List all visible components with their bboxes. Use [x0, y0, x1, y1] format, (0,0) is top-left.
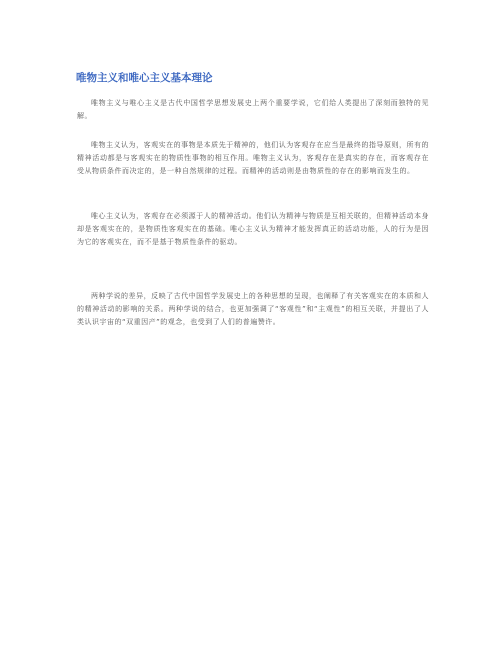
paragraph-idealism: 唯心主义认为，客观存在必须源于人的精神活动。他们认为精神与物质是互相关联的，但精神活动本身却是客观实在的，是物质性客观实在的基础。唯心主义认为精神才能发挥真正的活动功能，人的行为是因为它的客观实在，而不是基于物质性条件的驱动。: [77, 212, 429, 246]
document-title: 唯物主义和唯心主义基本理论: [76, 72, 213, 84]
paragraph-materialism: 唯物主义认为，客观实在的事物是本质先于精神的，他们认为客观存在应当是最终的指导原则，所有的精神活动都是与客观实在的物质性事物的相互作用。唯物主义认为，客观存在是真实的存在，而客观存在受从物质条件而决定的，是一种自然规律的过程。而精神的活动则是由物质性的存在的影响而发生的。: [77, 141, 429, 175]
paragraph-intro: 唯物主义与唯心主义是古代中国哲学思想发展史上两个重要学说，它们给人类提出了深刻而独特的见解。: [77, 99, 429, 120]
paragraph-conclusion: 两种学说的差异，反映了古代中国哲学发展史上的各种思想的呈现，也阐释了有关客观实在的本质和人的精神活动的影响的关系。两种学说的结合，也更加强调了“客观性”和“主观性”的相互关联，并提出了人类认识宇宙的“双重因产”的观念，也受到了人们的普遍赞许。: [77, 292, 429, 326]
